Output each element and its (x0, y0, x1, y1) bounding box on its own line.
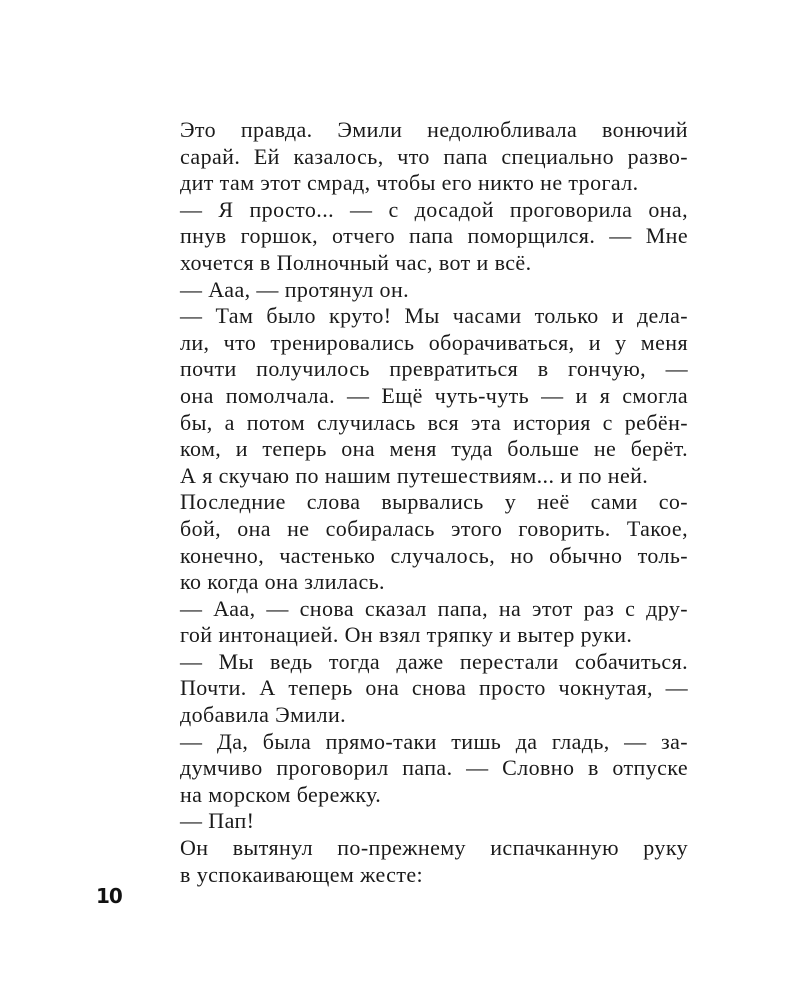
paragraph-first-line: — Я просто... — с досадой проговорила она, (180, 196, 688, 222)
text-line: гой интонацией. Он взял тряпку и вытер руки. (180, 622, 633, 648)
text-line: она помолчала. — Ещё чуть-чуть — и я смогла (180, 382, 688, 408)
paragraph-first-line: — Ааа, — снова сказал папа, на этот раз с дру- (180, 595, 688, 621)
text-line: на морском бережку. (180, 781, 382, 807)
paragraph-first-line: — Там было круто! Мы часами только и дела- (180, 303, 688, 329)
text-line: сарай. Ей казалось, что папа специально разво- (180, 143, 688, 169)
paragraph-first-line: — Ааа, — протянул он. (180, 276, 410, 302)
text-line: бой, она не собиралась этого говорить. Такое, (180, 515, 688, 541)
paragraph-first-line: — Пап! (180, 808, 255, 834)
text-line: конечно, частенько случалось, но обычно толь- (180, 542, 688, 568)
page-number: 10 (96, 884, 122, 908)
paragraph-first-line: Он вытянул по-прежнему испачканную руку (180, 835, 688, 861)
text-line: думчиво проговорил папа. — Словно в отпуске (180, 755, 688, 781)
text-line: добавила Эмили. (180, 702, 347, 728)
text-line: А я скучаю по нашим путешествиям... и по ней. (180, 462, 649, 488)
paragraph-first-line: Последние слова вырвались у неё сами со- (180, 489, 688, 515)
text-line: пнув горшок, отчего папа поморщился. — Мне (180, 223, 688, 249)
text-line: бы, а потом случилась вся эта история с ребён- (180, 409, 688, 435)
paragraph-first-line: Это правда. Эмили недолюбливала вонючий (180, 117, 688, 142)
text-line: Почти. А теперь она снова просто чокнутая, — (180, 675, 688, 701)
text-line: ли, что тренировались оборачиваться, и у меня (180, 329, 688, 355)
body-text (180, 117, 688, 888)
text-line: почти получилось превратиться в гончую, — (180, 356, 688, 382)
text-line: хочется в Полночный час, вот и всё. (180, 249, 532, 275)
paragraph-first-line: — Мы ведь тогда даже перестали собачиться. (180, 648, 688, 674)
paragraph-first-line: — Да, была прямо-таки тишь да гладь, — за- (180, 728, 688, 754)
text-line: дит там этот смрад, чтобы его никто не трогал. (180, 170, 639, 196)
text-line: ком, и теперь она меня туда больше не берёт. (180, 436, 688, 462)
text-line: ко когда она злилась. (180, 569, 385, 595)
text-line: в успокаивающем жесте: (180, 861, 424, 887)
